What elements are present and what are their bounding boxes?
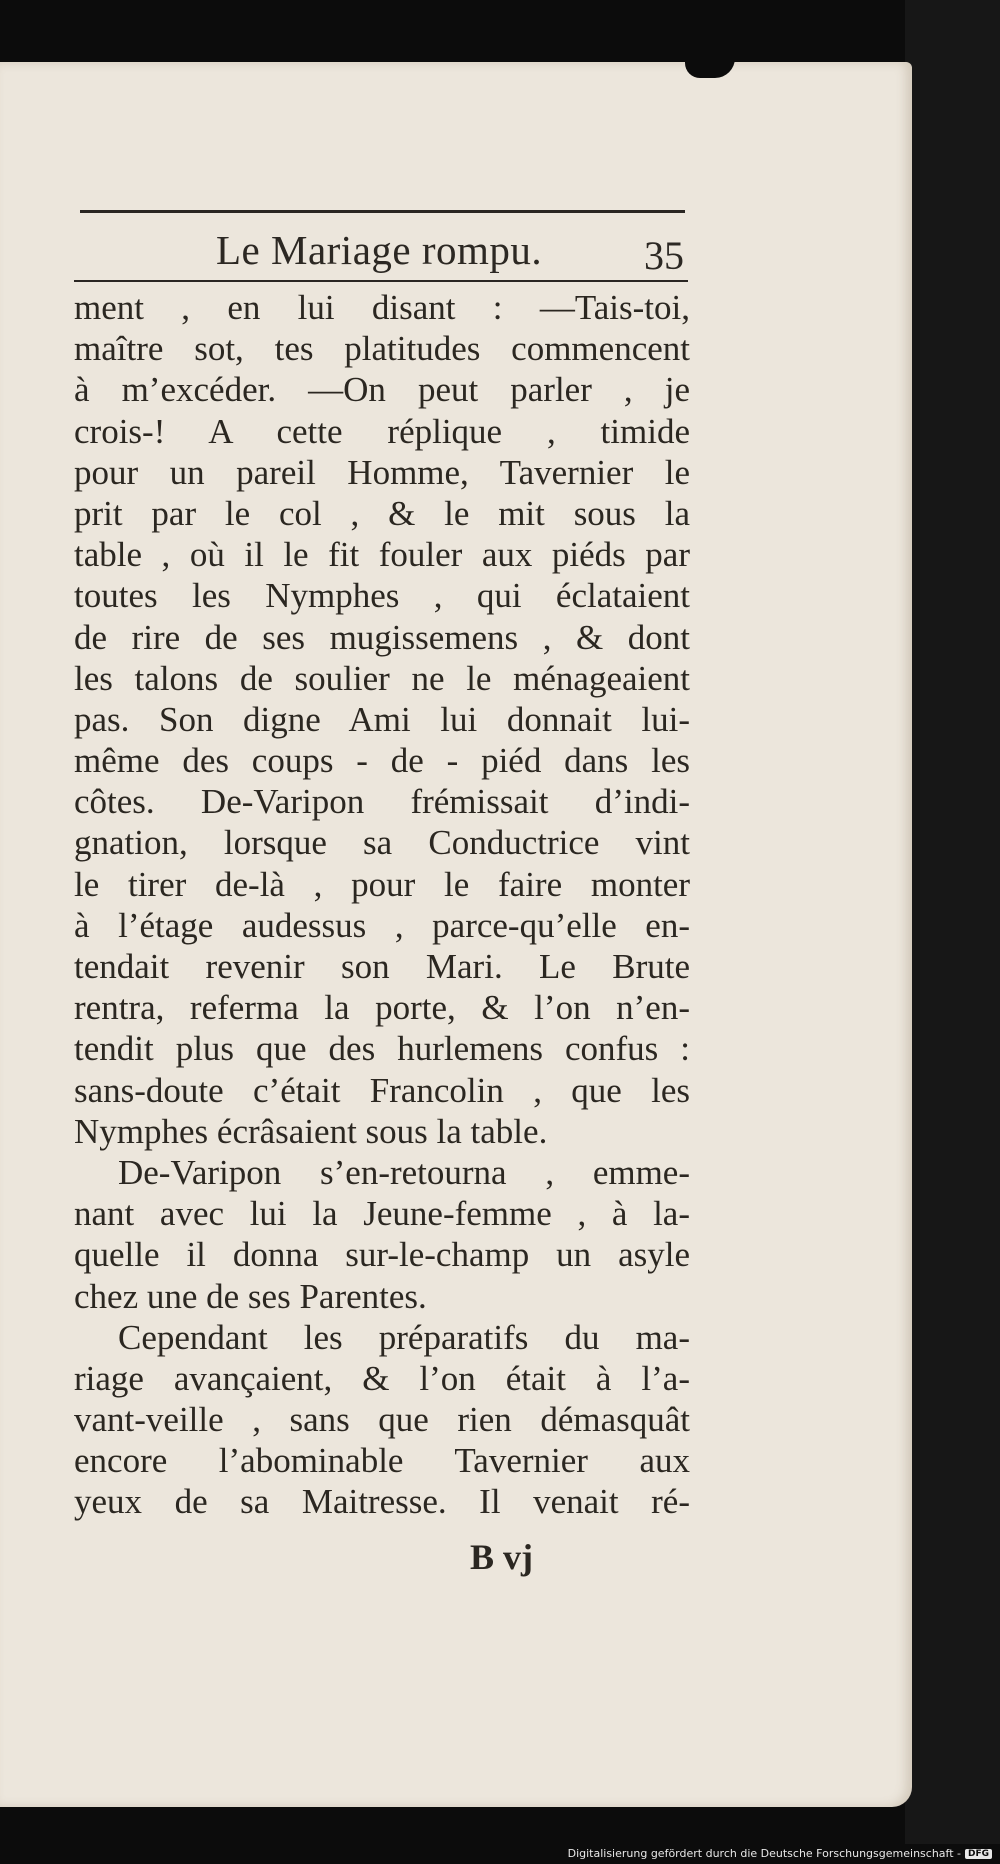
dfg-logo: DFG — [965, 1849, 992, 1859]
text-line: le tirer de-là , pour le faire monter — [74, 864, 690, 904]
text-line: encore l’abominable Tavernier aux — [74, 1441, 690, 1481]
running-header — [78, 226, 688, 282]
text-line: sans-doute c’était Francolin , que les — [74, 1070, 690, 1110]
text-line: crois-! A cette réplique , timide — [74, 411, 690, 451]
text-line: pas. Son digne Ami lui donnait lui- — [74, 699, 690, 739]
text-line: table , où il le fit fouler aux piéds par — [74, 535, 690, 575]
text-line: même des coups - de - piéd dans les — [74, 741, 690, 781]
text-line: à l’étage audessus , parce-qu’elle en- — [74, 905, 690, 945]
text-line: riage avançaient, & l’on était à l’a- — [74, 1358, 690, 1398]
text-line: Cependant les préparatifs du ma- — [118, 1317, 690, 1357]
running-title: Le Mariage rompu. — [216, 227, 543, 273]
text-line: gnation, lorsque sa Conductrice vint — [74, 823, 690, 863]
header-bottom-rule — [74, 280, 688, 282]
text-line: rentra, referma la porte, & l’on n’en- — [74, 988, 690, 1028]
text-line: tendit plus que des hurlemens confus : — [74, 1029, 690, 1069]
text-line: de rire de ses mugissemens , & dont — [74, 617, 690, 657]
text-line: ment , en lui disant : —Tais-toi, — [74, 288, 690, 327]
text-line: quelle il donna sur-le-champ un asyle — [74, 1235, 690, 1275]
credit-text: Digitalisierung gefördert durch die Deutsche Forschungsgemeinschaft - — [567, 1847, 961, 1860]
text-line: pour un pareil Homme, Tavernier le — [74, 452, 690, 492]
text-line: chez une de ses Parentes. — [74, 1276, 427, 1316]
text-line: vant-veille , sans que rien démasquât — [74, 1400, 690, 1440]
text-line: tendait revenir son Mari. Le Brute — [74, 947, 690, 986]
header-top-rule — [80, 210, 685, 213]
text-line: côtes. De-Varipon frémissait d’indi- — [74, 782, 690, 822]
text-line: maître sot, tes platitudes commencent — [74, 329, 690, 369]
text-line: les talons de soulier ne le ménageaient — [74, 658, 690, 698]
text-line: prit par le col , & le mit sous la — [74, 493, 690, 533]
text-line: Nymphes écrâsaient sous la table. — [74, 1111, 548, 1151]
text-line: yeux de sa Maitresse. Il venait ré- — [74, 1482, 690, 1522]
signature-mark: B vj — [470, 1537, 533, 1577]
page-number: 35 — [644, 233, 684, 278]
text-line: nant avec lui la Jeune-femme , à la- — [74, 1194, 690, 1234]
text-line: à m’excéder. —On peut parler , je — [74, 370, 690, 410]
text-line: De-Varipon s’en-retourna , emme- — [118, 1152, 690, 1192]
body-text — [74, 287, 690, 1523]
digitization-credit — [568, 1847, 992, 1860]
text-line: toutes les Nymphes , qui éclataient — [74, 576, 690, 616]
scan-right-edge — [905, 0, 1000, 1864]
